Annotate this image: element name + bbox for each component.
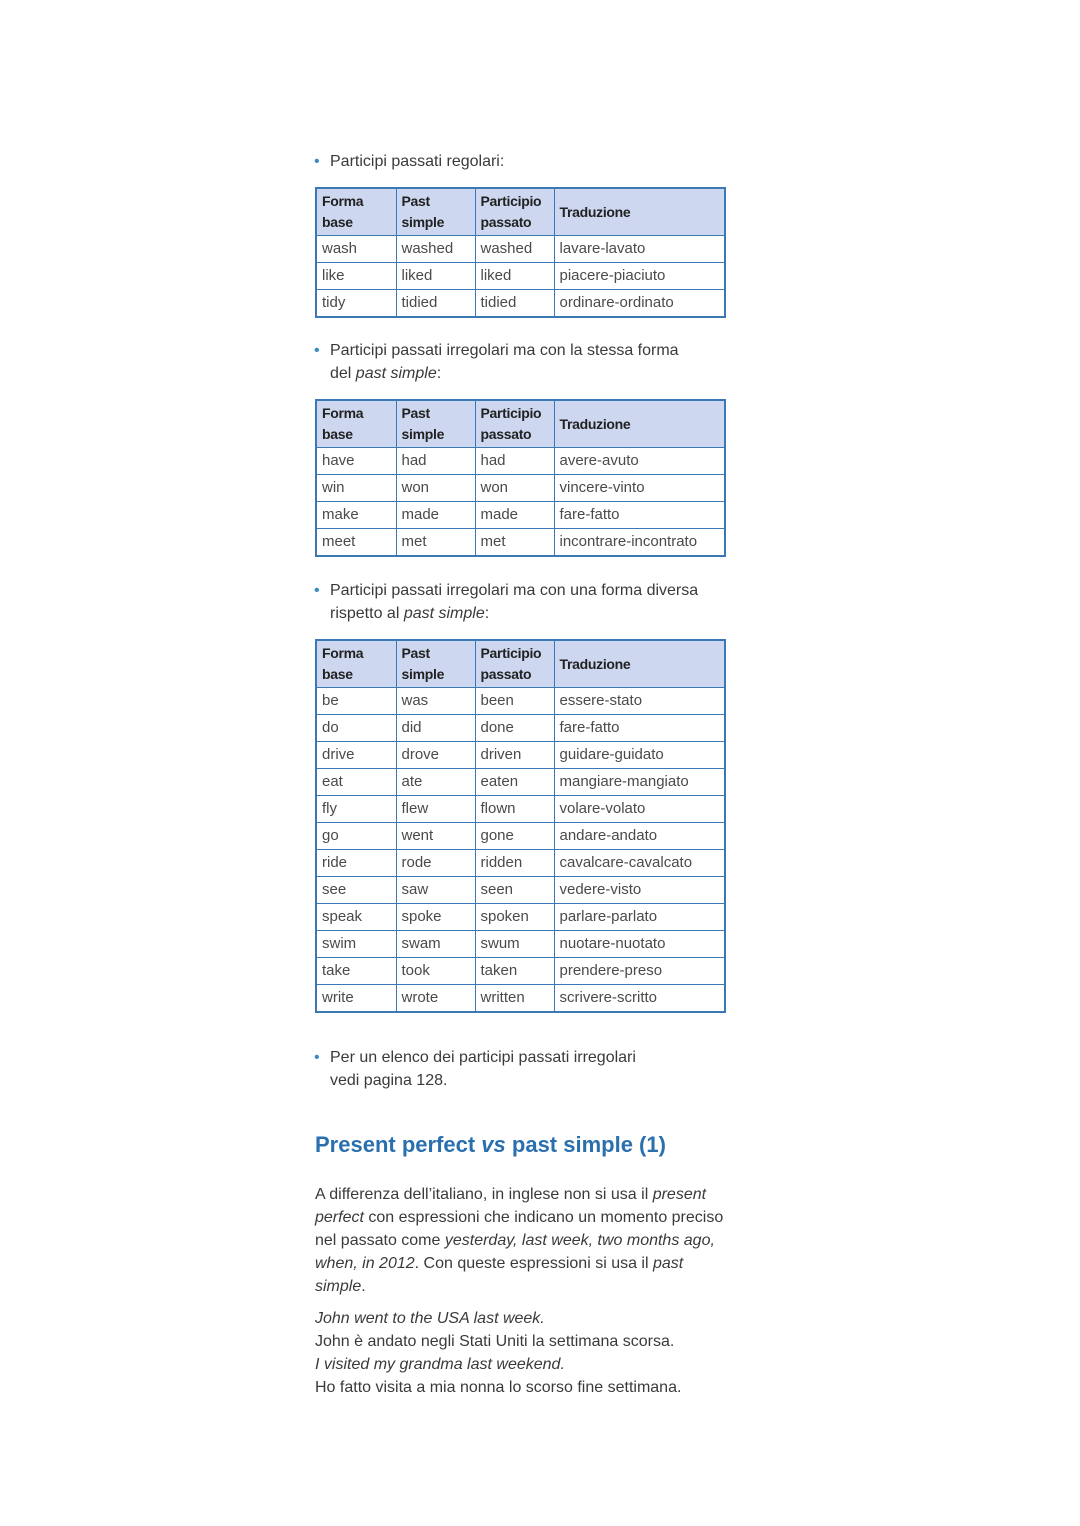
- cell-traduzione: lavare-lavato: [554, 236, 725, 263]
- cell-traduzione: avere-avuto: [554, 448, 725, 475]
- bullet-text: [330, 339, 679, 385]
- header-past-simple: Past simple: [396, 400, 475, 448]
- cell-traduzione: fare-fatto: [554, 715, 725, 742]
- table-irregular-same-form: [315, 399, 726, 557]
- table-row: [316, 688, 725, 715]
- heading-part1: Present perfect: [315, 1132, 482, 1157]
- para-italic: present perfect: [315, 1186, 707, 1226]
- table-row: [316, 823, 725, 850]
- para-text: .: [361, 1278, 366, 1295]
- cell-traduzione: scrivere-scritto: [554, 985, 725, 1013]
- example-english: John went to the USA last week.: [315, 1310, 545, 1327]
- header-past-simple: Past simple: [396, 640, 475, 688]
- bullet-line2-italic: past simple: [403, 605, 485, 622]
- cell-participio: been: [475, 688, 554, 715]
- cell-forma-base: do: [316, 715, 396, 742]
- cell-forma-base: wash: [316, 236, 396, 263]
- header-participio-passato: Participio passato: [475, 188, 554, 236]
- cell-participio: written: [475, 985, 554, 1013]
- table-row: [316, 904, 725, 931]
- cell-participio: met: [475, 529, 554, 557]
- cell-past-simple: was: [396, 688, 475, 715]
- cell-forma-base: fly: [316, 796, 396, 823]
- bullet-line1: Participi passati irregolari ma con la stessa forma: [330, 342, 679, 359]
- cell-past-simple: made: [396, 502, 475, 529]
- header-traduzione: Traduzione: [554, 188, 725, 236]
- para-italic: past simple: [315, 1255, 684, 1295]
- bullet-irregular-list-note: [314, 1046, 636, 1092]
- cell-participio: driven: [475, 742, 554, 769]
- bullet-regular-participles: [314, 150, 504, 173]
- bullet-line2-italic: past simple: [355, 365, 437, 382]
- cell-participio: made: [475, 502, 554, 529]
- cell-forma-base: meet: [316, 529, 396, 557]
- bullet-line2-prefix: del: [330, 365, 356, 382]
- cell-past-simple: spoke: [396, 904, 475, 931]
- note-line1: Per un elenco dei participi passati irregolari: [330, 1049, 636, 1066]
- cell-past-simple: ate: [396, 769, 475, 796]
- header-forma-base: Forma base: [316, 640, 396, 688]
- cell-forma-base: speak: [316, 904, 396, 931]
- bullet-line2-prefix: rispetto al: [330, 605, 404, 622]
- cell-traduzione: volare-volato: [554, 796, 725, 823]
- cell-past-simple: tidied: [396, 290, 475, 318]
- cell-traduzione: essere-stato: [554, 688, 725, 715]
- cell-past-simple: met: [396, 529, 475, 557]
- cell-participio: gone: [475, 823, 554, 850]
- cell-forma-base: write: [316, 985, 396, 1013]
- section-heading: [315, 1132, 666, 1158]
- cell-participio: taken: [475, 958, 554, 985]
- cell-past-simple: had: [396, 448, 475, 475]
- cell-traduzione: prendere-preso: [554, 958, 725, 985]
- explanation-paragraph: [315, 1183, 735, 1298]
- bullet-line1: Participi passati irregolari ma con una forma diversa: [330, 582, 699, 599]
- cell-forma-base: make: [316, 502, 396, 529]
- cell-participio: swum: [475, 931, 554, 958]
- header-participio-passato: Participio passato: [475, 400, 554, 448]
- cell-past-simple: saw: [396, 877, 475, 904]
- cell-forma-base: go: [316, 823, 396, 850]
- table-header-row: [316, 400, 725, 448]
- cell-traduzione: nuotare-nuotato: [554, 931, 725, 958]
- para-text: . Con queste espressioni si usa il: [414, 1255, 653, 1272]
- table-row: [316, 448, 725, 475]
- para-italic: yesterday, last week, two months ago, when, in 2012: [315, 1232, 715, 1272]
- table-row: [316, 742, 725, 769]
- cell-past-simple: flew: [396, 796, 475, 823]
- header-participio-passato: Participio passato: [475, 640, 554, 688]
- bullet-irregular-different-form: [314, 579, 698, 625]
- cell-participio: flown: [475, 796, 554, 823]
- cell-participio: seen: [475, 877, 554, 904]
- table-regular-participles: [315, 187, 726, 318]
- table-row: [316, 263, 725, 290]
- table-header-row: [316, 640, 725, 688]
- cell-forma-base: eat: [316, 769, 396, 796]
- para-text: con espressioni che indicano un momento preciso nel passato come: [315, 1209, 724, 1249]
- cell-past-simple: won: [396, 475, 475, 502]
- table-row: [316, 290, 725, 318]
- cell-forma-base: ride: [316, 850, 396, 877]
- table-row: [316, 502, 725, 529]
- cell-participio: ridden: [475, 850, 554, 877]
- cell-forma-base: see: [316, 877, 396, 904]
- table-row: [316, 958, 725, 985]
- header-forma-base: Forma base: [316, 400, 396, 448]
- table-row: [316, 877, 725, 904]
- table-header-row: [316, 188, 725, 236]
- cell-traduzione: andare-andato: [554, 823, 725, 850]
- cell-traduzione: incontrare-incontrato: [554, 529, 725, 557]
- cell-traduzione: vincere-vinto: [554, 475, 725, 502]
- bullet-dot-icon: •: [314, 153, 320, 170]
- cell-participio: eaten: [475, 769, 554, 796]
- table-row: [316, 796, 725, 823]
- cell-traduzione: parlare-parlato: [554, 904, 725, 931]
- cell-forma-base: tidy: [316, 290, 396, 318]
- bullet-text: Participi passati regolari:: [330, 153, 505, 170]
- header-past-simple: Past simple: [396, 188, 475, 236]
- table-row: [316, 769, 725, 796]
- example-italian: Ho fatto visita a mia nonna lo scorso fine settimana.: [315, 1379, 682, 1396]
- cell-traduzione: ordinare-ordinato: [554, 290, 725, 318]
- cell-past-simple: wrote: [396, 985, 475, 1013]
- cell-traduzione: cavalcare-cavalcato: [554, 850, 725, 877]
- cell-forma-base: take: [316, 958, 396, 985]
- cell-participio: liked: [475, 263, 554, 290]
- bullet-line2-suffix: :: [436, 365, 442, 382]
- heading-part3: past simple (1): [505, 1132, 666, 1157]
- heading-vs: vs: [481, 1132, 506, 1157]
- bullet-dot-icon: •: [314, 582, 320, 599]
- cell-past-simple: went: [396, 823, 475, 850]
- cell-forma-base: swim: [316, 931, 396, 958]
- cell-traduzione: fare-fatto: [554, 502, 725, 529]
- example-english: I visited my grandma last weekend.: [315, 1356, 565, 1373]
- cell-past-simple: did: [396, 715, 475, 742]
- table-row: [316, 236, 725, 263]
- cell-participio: won: [475, 475, 554, 502]
- cell-participio: tidied: [475, 290, 554, 318]
- cell-forma-base: be: [316, 688, 396, 715]
- para-text: A differenza dell’italiano, in inglese non si usa il: [315, 1186, 653, 1203]
- cell-past-simple: swam: [396, 931, 475, 958]
- cell-forma-base: like: [316, 263, 396, 290]
- header-traduzione: Traduzione: [554, 640, 725, 688]
- cell-past-simple: took: [396, 958, 475, 985]
- bullet-text: [330, 1046, 636, 1092]
- cell-traduzione: guidare-guidato: [554, 742, 725, 769]
- note-line2: vedi pagina 128.: [330, 1072, 448, 1089]
- header-traduzione: Traduzione: [554, 400, 725, 448]
- cell-past-simple: liked: [396, 263, 475, 290]
- cell-participio: washed: [475, 236, 554, 263]
- example-italian: John è andato negli Stati Uniti la settimana scorsa.: [315, 1333, 675, 1350]
- examples: [315, 1307, 681, 1399]
- cell-forma-base: drive: [316, 742, 396, 769]
- cell-past-simple: rode: [396, 850, 475, 877]
- cell-participio: had: [475, 448, 554, 475]
- table-row: [316, 850, 725, 877]
- bullet-irregular-same-form: [314, 339, 679, 385]
- cell-forma-base: have: [316, 448, 396, 475]
- cell-forma-base: win: [316, 475, 396, 502]
- table-row: [316, 529, 725, 557]
- cell-participio: spoken: [475, 904, 554, 931]
- cell-traduzione: piacere-piaciuto: [554, 263, 725, 290]
- cell-traduzione: mangiare-mangiato: [554, 769, 725, 796]
- cell-traduzione: vedere-visto: [554, 877, 725, 904]
- table-row: [316, 715, 725, 742]
- table-row: [316, 985, 725, 1013]
- table-irregular-different-form: [315, 639, 726, 1013]
- bullet-line2-suffix: :: [484, 605, 490, 622]
- table-row: [316, 475, 725, 502]
- bullet-dot-icon: •: [314, 1049, 320, 1066]
- bullet-text: [330, 579, 698, 625]
- bullet-dot-icon: •: [314, 342, 320, 359]
- cell-past-simple: washed: [396, 236, 475, 263]
- cell-participio: done: [475, 715, 554, 742]
- cell-past-simple: drove: [396, 742, 475, 769]
- table-row: [316, 931, 725, 958]
- header-forma-base: Forma base: [316, 188, 396, 236]
